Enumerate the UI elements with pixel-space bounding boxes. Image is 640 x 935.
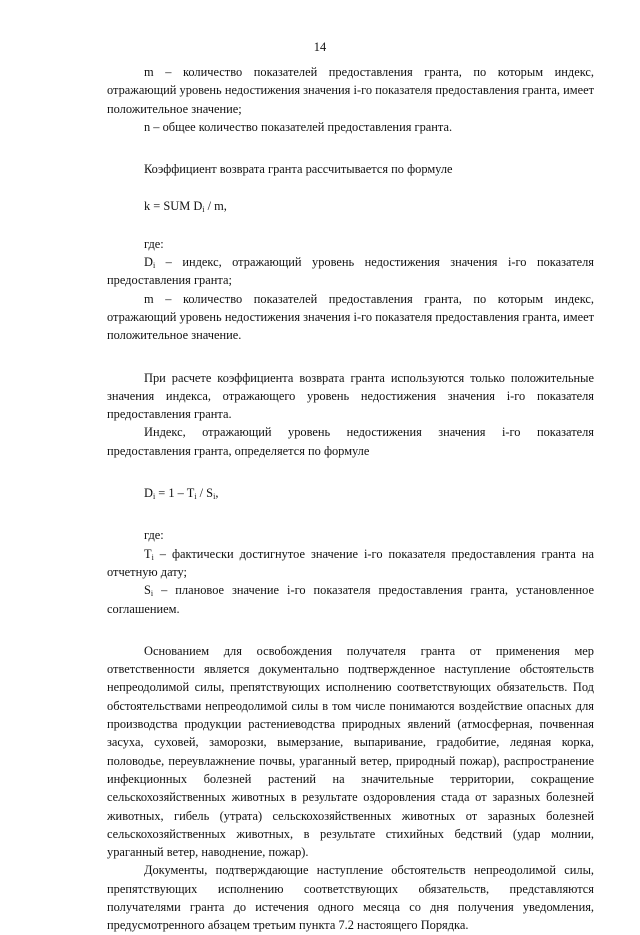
di-symbol: D (144, 255, 153, 270)
paragraph-coefficient-intro: Коэффициент возврата гранта рассчитывается по формуле (144, 162, 453, 177)
di-subscript: i (152, 261, 156, 271)
formula-coefficient (107, 197, 594, 215)
paragraph-m-definition-1: m – количество показателей предоставления гранта, по которым индекс, отражающий уровень недостижения значения i-го показателя предоставления гранта, имеет положительное значение; (107, 65, 594, 116)
paragraph-m-definition-2: m – количество показателей предоставления гранта, по которым индекс, отражающий уровень недостижения значения i-го показателя предоставления гранта, имеет положительное значение. (107, 291, 594, 343)
formula-index-s: / S (196, 486, 214, 501)
formula-index-d: D (144, 486, 153, 501)
formula-coefficient-main: k = SUM D (144, 199, 203, 214)
paragraph-ti-definition (107, 545, 594, 582)
where-label-2: где: (144, 528, 164, 543)
paragraph-si-definition (107, 581, 594, 618)
paragraph-n-definition: n – общее количество показателей предоставления гранта. (144, 119, 453, 134)
ti-definition-text: – фактически достигнутое значение i-го показателя предоставления гранта на отчетную дату; (107, 546, 594, 579)
where-label-1: где: (144, 236, 164, 251)
page-number: 14 (313, 40, 327, 54)
paragraph-positive-values: При расчете коэффициента возврата гранта используются только положительные значения индекса, отражающего уровень недостижения значения i-го показателя предоставления гранта. (107, 370, 594, 422)
formula-coefficient-sub: i (202, 205, 205, 215)
paragraph-index-intro: Индекс, отражающий уровень недостижения значения i-го показателя предоставления гранта, определяется по формуле (107, 425, 594, 458)
ti-symbol: T (144, 546, 152, 561)
formula-index (107, 484, 594, 502)
formula-index-s-sub: i (213, 492, 216, 502)
formula-coefficient-tail: / m, (204, 199, 227, 214)
paragraph-force-majeure: Основанием для освобождения получателя гранта от применения мер ответственности является документально подтвержденное наступление обстоятельств непреодолимой силы, препятствующих исполнению соответствующих обязательств. Под обстоятельствами непреодолимой силы в том числе понимаются воздействие опасных для производства продукции растениеводства природных явлений (атмосферная, почвенная засуха, суховей, заморозки, вымерзание, выпаривание, градобитие, ледяная корка, половодье, переувлажнение почвы, ураганный ветер, природный пожар), распространение инфекционных болезней растений на значительные территории, сокращение сельскохозяйственных животных в результате оздоровления стада от заразных болезней животных, гибель (утрата) сельскохозяйственных животных от заразных болезней сельскохозяйственных животных, в результате стихийных бедствий (удар молнии, ураганный ветер, наводнение, пожар). (107, 643, 594, 860)
paragraph-di-definition (107, 253, 594, 290)
formula-index-t: = 1 – T (155, 486, 195, 501)
formula-index-t-sub: i (194, 492, 197, 502)
document-body (107, 63, 594, 935)
formula-index-end: , (215, 486, 219, 501)
si-subscript: i (150, 589, 154, 599)
si-symbol: S (144, 583, 151, 598)
formula-index-d-sub: i (152, 492, 156, 502)
di-definition-text: – индекс, отражающий уровень недостижения значения i-го показателя предоставления гранта; (107, 255, 594, 288)
si-definition-text: – плановое значение i-го показателя предоставления гранта, установленное соглашением. (107, 583, 594, 616)
ti-subscript: i (151, 552, 154, 562)
paragraph-documents: Документы, подтверждающие наступление обстоятельств непреодолимой силы, препятствующих исполнению соответствующих обязательств, представляются получателями гранта до истечения одного месяца со дня получения уведомления, предусмотренного абзацем третьим пункта 7.2 настоящего Порядка. (107, 863, 594, 933)
